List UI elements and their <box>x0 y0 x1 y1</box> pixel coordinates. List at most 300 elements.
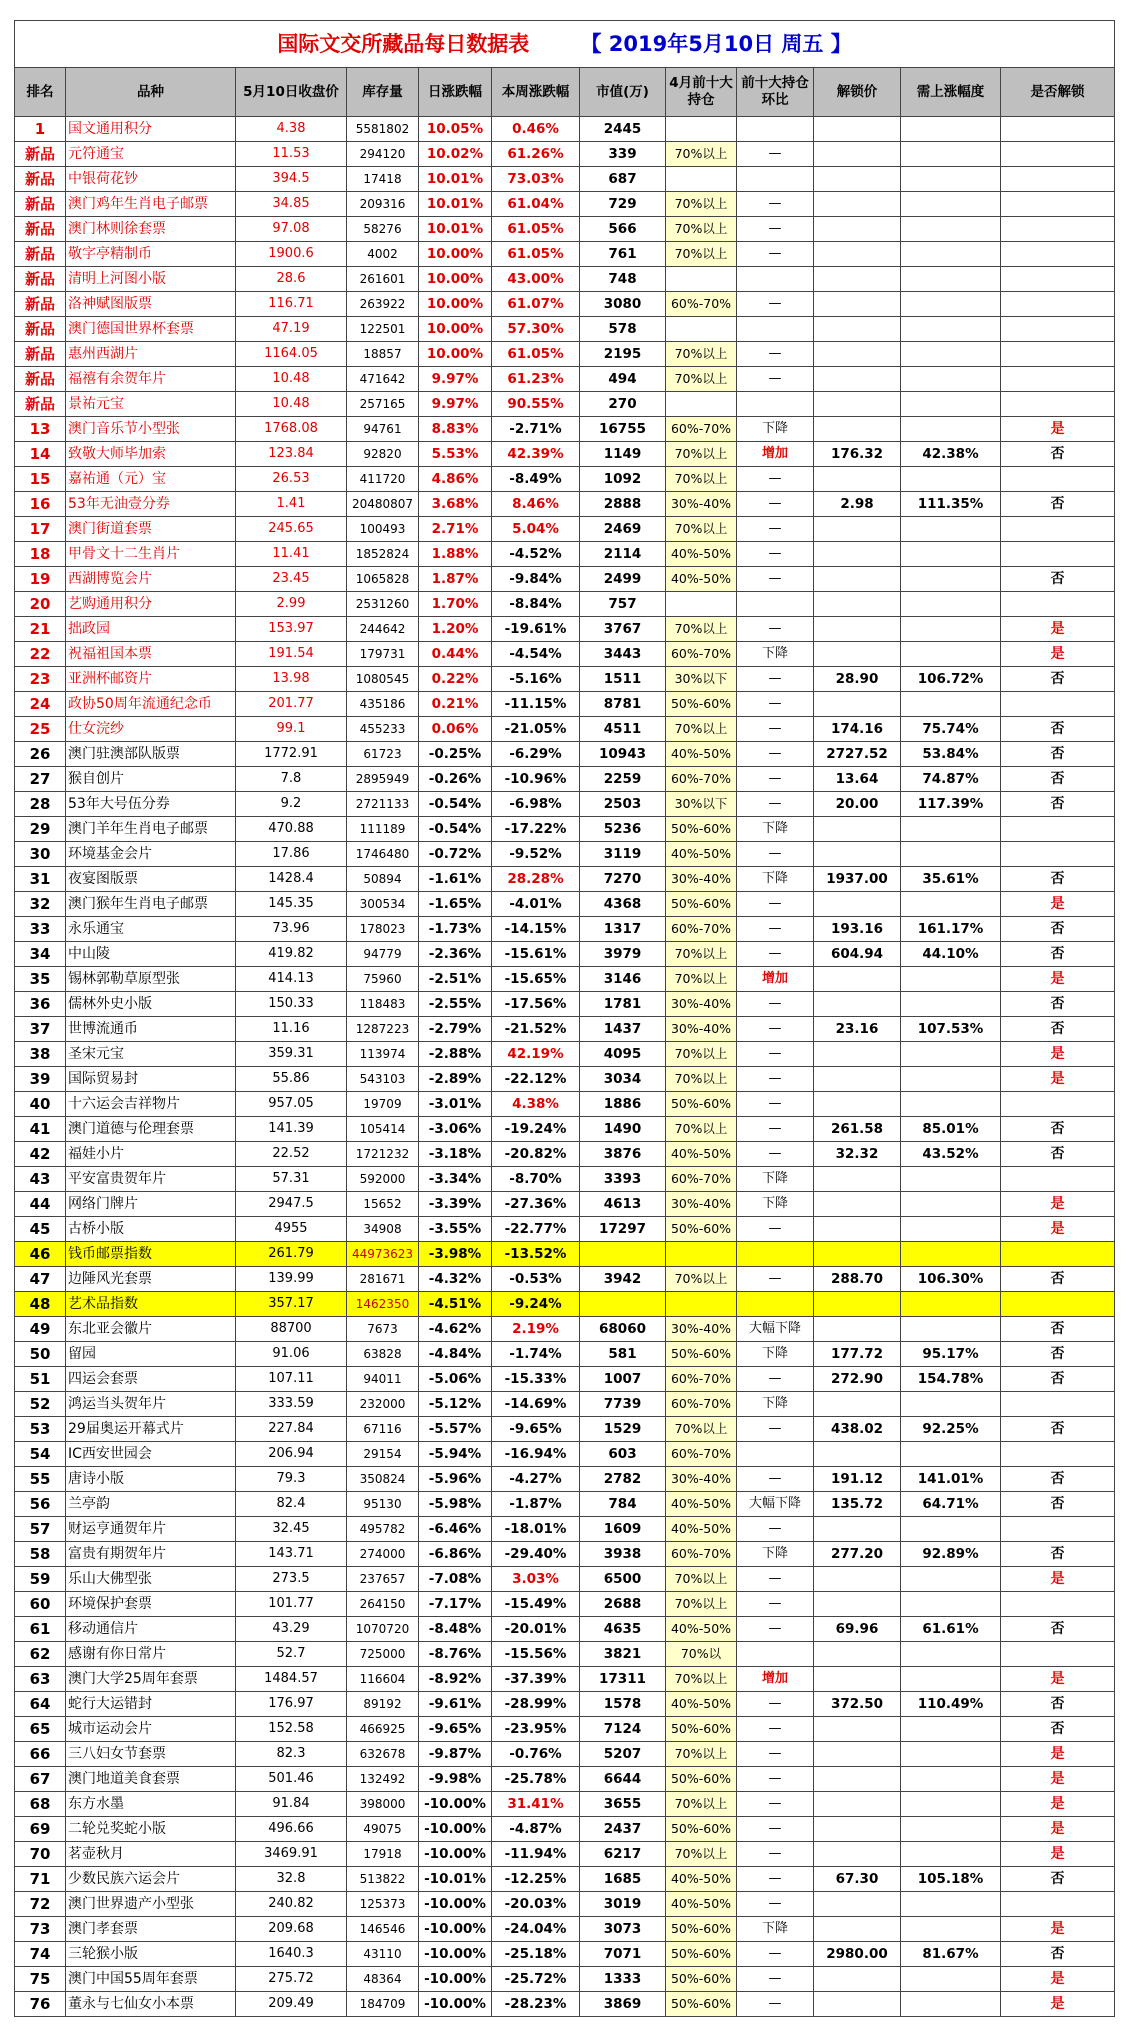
cell-day-change: 1.20% <box>419 617 492 642</box>
cell-close-price: 11.53 <box>236 142 347 167</box>
cell-top10-holding: 30%-40% <box>666 867 737 892</box>
cell-required-gain <box>901 467 1001 492</box>
cell-name: 清明上河图小版 <box>66 267 236 292</box>
table-row <box>15 1667 1115 1692</box>
cell-top10-holding: 70%以上 <box>666 1117 737 1142</box>
cell-required-gain <box>901 992 1001 1017</box>
cell-stock: 232000 <box>347 1392 419 1417</box>
cell-name: 鸿运当头贺年片 <box>66 1392 236 1417</box>
cell-name: 澳门中国55周年套票 <box>66 1967 236 1992</box>
cell-rank: 28 <box>15 792 66 817</box>
cell-top10-change: 下降 <box>737 867 814 892</box>
cell-unlocked: 是 <box>1001 1742 1115 1767</box>
cell-day-change: -10.01% <box>419 1867 492 1892</box>
cell-stock: 34908 <box>347 1217 419 1242</box>
cell-rank: 新品 <box>15 167 66 192</box>
cell-close-price: 32.45 <box>236 1517 347 1542</box>
cell-unlocked: 否 <box>1001 717 1115 742</box>
table-row <box>15 667 1115 692</box>
cell-required-gain <box>901 1592 1001 1617</box>
table-row <box>15 1242 1115 1267</box>
cell-top10-change: — <box>737 1042 814 1067</box>
header-unlock-price: 解锁价 <box>814 68 901 117</box>
cell-close-price: 23.45 <box>236 567 347 592</box>
cell-stock: 300534 <box>347 892 419 917</box>
cell-unlocked: 否 <box>1001 767 1115 792</box>
cell-close-price: 152.58 <box>236 1717 347 1742</box>
cell-top10-change: 增加 <box>737 967 814 992</box>
cell-market-value: 2469 <box>580 517 666 542</box>
cell-unlocked: 是 <box>1001 1192 1115 1217</box>
table-row <box>15 1067 1115 1092</box>
cell-top10-change: — <box>737 292 814 317</box>
cell-close-price: 201.77 <box>236 692 347 717</box>
cell-unlocked: 否 <box>1001 1342 1115 1367</box>
cell-market-value: 1437 <box>580 1017 666 1042</box>
cell-top10-change: — <box>737 1942 814 1967</box>
cell-week-change: 73.03% <box>492 167 580 192</box>
cell-unlocked <box>1001 692 1115 717</box>
cell-rank: 52 <box>15 1392 66 1417</box>
cell-unlock-price <box>814 1992 901 2017</box>
cell-required-gain <box>901 1842 1001 1867</box>
cell-market-value: 17311 <box>580 1667 666 1692</box>
cell-top10-holding: 70%以上 <box>666 942 737 967</box>
cell-day-change: 10.05% <box>419 117 492 142</box>
cell-week-change: -24.04% <box>492 1917 580 1942</box>
cell-top10-change: — <box>737 1892 814 1917</box>
cell-top10-holding: 30%-40% <box>666 1192 737 1217</box>
cell-name: 网络门牌片 <box>66 1192 236 1217</box>
cell-close-price: 419.82 <box>236 942 347 967</box>
cell-rank: 38 <box>15 1042 66 1067</box>
cell-day-change: 9.97% <box>419 367 492 392</box>
cell-top10-change: — <box>737 242 814 267</box>
cell-day-change: -3.18% <box>419 1142 492 1167</box>
cell-unlocked <box>1001 1392 1115 1417</box>
cell-top10-change: 下降 <box>737 642 814 667</box>
cell-name: 平安富贵贺年片 <box>66 1167 236 1192</box>
cell-unlock-price <box>814 1517 901 1542</box>
cell-top10-change: 增加 <box>737 442 814 467</box>
cell-name: 澳门街道套票 <box>66 517 236 542</box>
cell-stock: 5581802 <box>347 117 419 142</box>
cell-required-gain: 106.72% <box>901 667 1001 692</box>
cell-day-change: -5.57% <box>419 1417 492 1442</box>
cell-required-gain <box>901 1442 1001 1467</box>
cell-required-gain <box>901 1742 1001 1767</box>
cell-unlocked: 是 <box>1001 1067 1115 1092</box>
cell-week-change: -12.25% <box>492 1867 580 1892</box>
cell-stock: 513822 <box>347 1867 419 1892</box>
cell-rank: 新品 <box>15 392 66 417</box>
cell-day-change: -1.73% <box>419 917 492 942</box>
cell-top10-holding: 70%以上 <box>666 342 737 367</box>
cell-stock: 89192 <box>347 1692 419 1717</box>
cell-name: 西湖博览会片 <box>66 567 236 592</box>
cell-unlocked: 是 <box>1001 1967 1115 1992</box>
cell-unlocked: 否 <box>1001 1317 1115 1342</box>
cell-required-gain: 107.53% <box>901 1017 1001 1042</box>
cell-top10-holding: 40%-50% <box>666 567 737 592</box>
cell-rank: 74 <box>15 1942 66 1967</box>
cell-unlocked: 否 <box>1001 667 1115 692</box>
cell-top10-change: 大幅下降 <box>737 1317 814 1342</box>
cell-week-change: -25.78% <box>492 1767 580 1792</box>
cell-stock: 1070720 <box>347 1617 419 1642</box>
cell-required-gain <box>901 217 1001 242</box>
cell-day-change: 8.83% <box>419 417 492 442</box>
table-row <box>15 792 1115 817</box>
cell-top10-holding: 70%以上 <box>666 1267 737 1292</box>
cell-unlocked: 否 <box>1001 942 1115 967</box>
cell-stock: 125373 <box>347 1892 419 1917</box>
table-row <box>15 1617 1115 1642</box>
cell-unlock-price: 135.72 <box>814 1492 901 1517</box>
cell-unlock-price: 2.98 <box>814 492 901 517</box>
table-row <box>15 1542 1115 1567</box>
cell-close-price: 116.71 <box>236 292 347 317</box>
table-row <box>15 867 1115 892</box>
cell-unlock-price: 372.50 <box>814 1692 901 1717</box>
cell-top10-holding: 30%-40% <box>666 1467 737 1492</box>
cell-rank: 25 <box>15 717 66 742</box>
cell-week-change: -15.61% <box>492 942 580 967</box>
cell-close-price: 150.33 <box>236 992 347 1017</box>
cell-rank: 新品 <box>15 367 66 392</box>
cell-name: 国文通用积分 <box>66 117 236 142</box>
cell-rank: 71 <box>15 1867 66 1892</box>
cell-week-change: 61.04% <box>492 192 580 217</box>
cell-unlocked <box>1001 517 1115 542</box>
cell-stock: 471642 <box>347 367 419 392</box>
cell-day-change: -8.76% <box>419 1642 492 1667</box>
cell-day-change: -5.12% <box>419 1392 492 1417</box>
cell-name: 澳门驻澳部队版票 <box>66 742 236 767</box>
cell-market-value <box>580 1292 666 1317</box>
table-row <box>15 1017 1115 1042</box>
cell-week-change: 42.39% <box>492 442 580 467</box>
cell-unlocked <box>1001 817 1115 842</box>
cell-rank: 新品 <box>15 217 66 242</box>
cell-market-value: 1317 <box>580 917 666 942</box>
cell-day-change: 10.01% <box>419 192 492 217</box>
header-week-change: 本周涨跌幅 <box>492 68 580 117</box>
cell-unlock-price <box>814 1817 901 1842</box>
cell-unlocked: 是 <box>1001 1817 1115 1842</box>
cell-close-price: 9.2 <box>236 792 347 817</box>
cell-week-change: -19.61% <box>492 617 580 642</box>
cell-top10-change: — <box>737 792 814 817</box>
cell-top10-holding: 70%以上 <box>666 1042 737 1067</box>
table-row <box>15 217 1115 242</box>
table-row <box>15 1917 1115 1942</box>
cell-name: 惠州西湖片 <box>66 342 236 367</box>
cell-required-gain <box>901 567 1001 592</box>
cell-market-value: 603 <box>580 1442 666 1467</box>
cell-unlocked: 是 <box>1001 892 1115 917</box>
cell-name: 乐山大佛型张 <box>66 1567 236 1592</box>
cell-stock: 237657 <box>347 1567 419 1592</box>
cell-name: 感谢有你日常片 <box>66 1642 236 1667</box>
cell-unlocked <box>1001 392 1115 417</box>
cell-day-change: -4.84% <box>419 1342 492 1367</box>
cell-top10-holding: 30%以下 <box>666 667 737 692</box>
cell-top10-change: — <box>737 942 814 967</box>
cell-unlock-price <box>814 1292 901 1317</box>
cell-rank: 39 <box>15 1067 66 1092</box>
cell-unlocked: 是 <box>1001 1767 1115 1792</box>
cell-required-gain: 81.67% <box>901 1942 1001 1967</box>
cell-top10-holding: 70%以上 <box>666 717 737 742</box>
cell-unlock-price <box>814 1392 901 1417</box>
cell-market-value: 2259 <box>580 767 666 792</box>
cell-rank: 63 <box>15 1667 66 1692</box>
cell-close-price: 10.48 <box>236 367 347 392</box>
cell-week-change: -9.52% <box>492 842 580 867</box>
cell-market-value: 2445 <box>580 117 666 142</box>
cell-week-change: 90.55% <box>492 392 580 417</box>
cell-day-change: -3.55% <box>419 1217 492 1242</box>
cell-week-change: -37.39% <box>492 1667 580 1692</box>
cell-name: 澳门地道美食套票 <box>66 1767 236 1792</box>
cell-market-value: 4511 <box>580 717 666 742</box>
cell-day-change: -8.92% <box>419 1667 492 1692</box>
cell-stock: 20480807 <box>347 492 419 517</box>
cell-top10-holding: 70%以上 <box>666 142 737 167</box>
cell-top10-change <box>737 1642 814 1667</box>
cell-name: 圣宋元宝 <box>66 1042 236 1067</box>
cell-day-change: -3.98% <box>419 1242 492 1267</box>
cell-day-change: -1.61% <box>419 867 492 892</box>
table-row <box>15 1842 1115 1867</box>
cell-top10-change: — <box>737 1842 814 1867</box>
cell-top10-holding: 60%-70% <box>666 1392 737 1417</box>
cell-day-change: 0.44% <box>419 642 492 667</box>
cell-top10-holding: 40%-50% <box>666 1492 737 1517</box>
cell-market-value: 1529 <box>580 1417 666 1442</box>
cell-top10-holding: 60%-70% <box>666 642 737 667</box>
table-row <box>15 1317 1115 1342</box>
table-row <box>15 1517 1115 1542</box>
cell-required-gain: 64.71% <box>901 1492 1001 1517</box>
cell-day-change: -2.89% <box>419 1067 492 1092</box>
cell-required-gain <box>901 1167 1001 1192</box>
cell-unlocked <box>1001 1242 1115 1267</box>
cell-market-value: 3073 <box>580 1917 666 1942</box>
cell-week-change: -21.05% <box>492 717 580 742</box>
cell-required-gain <box>901 1242 1001 1267</box>
cell-rank: 56 <box>15 1492 66 1517</box>
cell-close-price: 141.39 <box>236 1117 347 1142</box>
table-row <box>15 267 1115 292</box>
cell-name: 东方水墨 <box>66 1792 236 1817</box>
cell-rank: 新品 <box>15 317 66 342</box>
cell-rank: 57 <box>15 1517 66 1542</box>
cell-top10-change: — <box>737 217 814 242</box>
cell-stock: 58276 <box>347 217 419 242</box>
cell-rank: 55 <box>15 1467 66 1492</box>
cell-week-change: -18.01% <box>492 1517 580 1542</box>
cell-name: 钱币邮票指数 <box>66 1242 236 1267</box>
cell-unlock-price: 28.90 <box>814 667 901 692</box>
cell-day-change: 4.86% <box>419 467 492 492</box>
cell-unlocked: 否 <box>1001 567 1115 592</box>
cell-market-value: 7124 <box>580 1717 666 1742</box>
table-row <box>15 517 1115 542</box>
table-row <box>15 317 1115 342</box>
cell-top10-holding: 70%以上 <box>666 217 737 242</box>
cell-close-price: 191.54 <box>236 642 347 667</box>
table-row <box>15 1117 1115 1142</box>
cell-close-price: 1768.08 <box>236 417 347 442</box>
table-row <box>15 892 1115 917</box>
cell-stock: 1080545 <box>347 667 419 692</box>
cell-close-price: 414.13 <box>236 967 347 992</box>
cell-market-value: 578 <box>580 317 666 342</box>
cell-top10-holding: 70%以上 <box>666 1742 737 1767</box>
cell-market-value: 729 <box>580 192 666 217</box>
cell-top10-holding: 40%-50% <box>666 742 737 767</box>
cell-week-change: -27.36% <box>492 1192 580 1217</box>
cell-close-price: 82.4 <box>236 1492 347 1517</box>
cell-top10-holding: 50%-60% <box>666 1092 737 1117</box>
cell-unlocked <box>1001 142 1115 167</box>
cell-top10-change: — <box>737 742 814 767</box>
cell-market-value: 3146 <box>580 967 666 992</box>
table-row <box>15 842 1115 867</box>
cell-name: 十六运会吉祥物片 <box>66 1092 236 1117</box>
cell-close-price: 88700 <box>236 1317 347 1342</box>
cell-top10-holding: 40%-50% <box>666 1692 737 1717</box>
cell-top10-change: — <box>737 1767 814 1792</box>
cell-unlocked <box>1001 292 1115 317</box>
table-row <box>15 1942 1115 1967</box>
cell-name: 四运会套票 <box>66 1367 236 1392</box>
cell-rank: 48 <box>15 1292 66 1317</box>
cell-unlocked <box>1001 367 1115 392</box>
cell-required-gain <box>901 542 1001 567</box>
cell-required-gain: 92.89% <box>901 1542 1001 1567</box>
cell-week-change: -4.87% <box>492 1817 580 1842</box>
cell-unlocked: 否 <box>1001 867 1115 892</box>
cell-name: 艺购通用积分 <box>66 592 236 617</box>
cell-top10-change: — <box>737 1992 814 2017</box>
table-row <box>15 1392 1115 1417</box>
cell-required-gain: 75.74% <box>901 717 1001 742</box>
cell-top10-holding: 50%-60% <box>666 1817 737 1842</box>
cell-day-change: -5.96% <box>419 1467 492 1492</box>
cell-unlock-price: 23.16 <box>814 1017 901 1042</box>
cell-required-gain <box>901 1392 1001 1417</box>
cell-top10-holding: 70%以上 <box>666 617 737 642</box>
cell-required-gain: 161.17% <box>901 917 1001 942</box>
cell-stock: 94011 <box>347 1367 419 1392</box>
cell-top10-holding <box>666 117 737 142</box>
cell-week-change: -8.70% <box>492 1167 580 1192</box>
cell-close-price: 101.77 <box>236 1592 347 1617</box>
cell-week-change: 61.23% <box>492 367 580 392</box>
cell-close-price: 34.85 <box>236 192 347 217</box>
cell-week-change: -9.84% <box>492 567 580 592</box>
cell-rank: 27 <box>15 767 66 792</box>
cell-unlock-price <box>814 1192 901 1217</box>
cell-week-change: -14.69% <box>492 1392 580 1417</box>
cell-top10-change: — <box>737 992 814 1017</box>
cell-name: 元符通宝 <box>66 142 236 167</box>
cell-market-value: 1685 <box>580 1867 666 1892</box>
cell-stock: 50894 <box>347 867 419 892</box>
cell-name: 敬字亭精制币 <box>66 242 236 267</box>
cell-stock: 725000 <box>347 1642 419 1667</box>
cell-week-change: -19.24% <box>492 1117 580 1142</box>
cell-day-change: -2.88% <box>419 1042 492 1067</box>
table-row <box>15 1042 1115 1067</box>
cell-unlock-price <box>814 1742 901 1767</box>
cell-rank: 54 <box>15 1442 66 1467</box>
cell-unlock-price <box>814 117 901 142</box>
cell-week-change: -0.53% <box>492 1267 580 1292</box>
cell-required-gain <box>901 842 1001 867</box>
cell-close-price: 470.88 <box>236 817 347 842</box>
cell-close-price: 4.38 <box>236 117 347 142</box>
cell-stock: 244642 <box>347 617 419 642</box>
cell-unlock-price <box>814 1767 901 1792</box>
cell-unlock-price <box>814 817 901 842</box>
cell-stock: 1746480 <box>347 842 419 867</box>
cell-unlock-price <box>814 1892 901 1917</box>
cell-top10-change: — <box>737 1267 814 1292</box>
cell-top10-change: — <box>737 1067 814 1092</box>
table-row <box>15 567 1115 592</box>
cell-market-value: 10943 <box>580 742 666 767</box>
table-row <box>15 692 1115 717</box>
cell-day-change: -3.06% <box>419 1117 492 1142</box>
cell-week-change: -15.49% <box>492 1592 580 1617</box>
cell-top10-holding: 40%-50% <box>666 542 737 567</box>
table-row <box>15 592 1115 617</box>
cell-required-gain <box>901 292 1001 317</box>
cell-market-value: 566 <box>580 217 666 242</box>
cell-unlock-price: 32.32 <box>814 1142 901 1167</box>
cell-stock: 95130 <box>347 1492 419 1517</box>
cell-required-gain <box>901 417 1001 442</box>
cell-day-change: -0.72% <box>419 842 492 867</box>
cell-rank: 72 <box>15 1892 66 1917</box>
cell-day-change: -0.26% <box>419 767 492 792</box>
cell-rank: 76 <box>15 1992 66 2017</box>
cell-market-value: 2114 <box>580 542 666 567</box>
cell-required-gain <box>901 1642 1001 1667</box>
cell-rank: 41 <box>15 1117 66 1142</box>
cell-unlock-price: 67.30 <box>814 1867 901 1892</box>
cell-top10-holding: 50%-60% <box>666 1717 737 1742</box>
cell-week-change: 8.46% <box>492 492 580 517</box>
cell-top10-holding: 70%以上 <box>666 1792 737 1817</box>
cell-top10-holding: 70%以上 <box>666 1567 737 1592</box>
cell-unlocked <box>1001 217 1115 242</box>
cell-day-change: -3.01% <box>419 1092 492 1117</box>
cell-unlocked: 是 <box>1001 1917 1115 1942</box>
cell-unlocked: 是 <box>1001 617 1115 642</box>
cell-required-gain <box>901 117 1001 142</box>
cell-close-price: 123.84 <box>236 442 347 467</box>
header-unlocked: 是否解锁 <box>1001 68 1115 117</box>
cell-rank: 53 <box>15 1417 66 1442</box>
cell-close-price: 73.96 <box>236 917 347 942</box>
cell-rank: 60 <box>15 1592 66 1617</box>
cell-unlock-price <box>814 1092 901 1117</box>
